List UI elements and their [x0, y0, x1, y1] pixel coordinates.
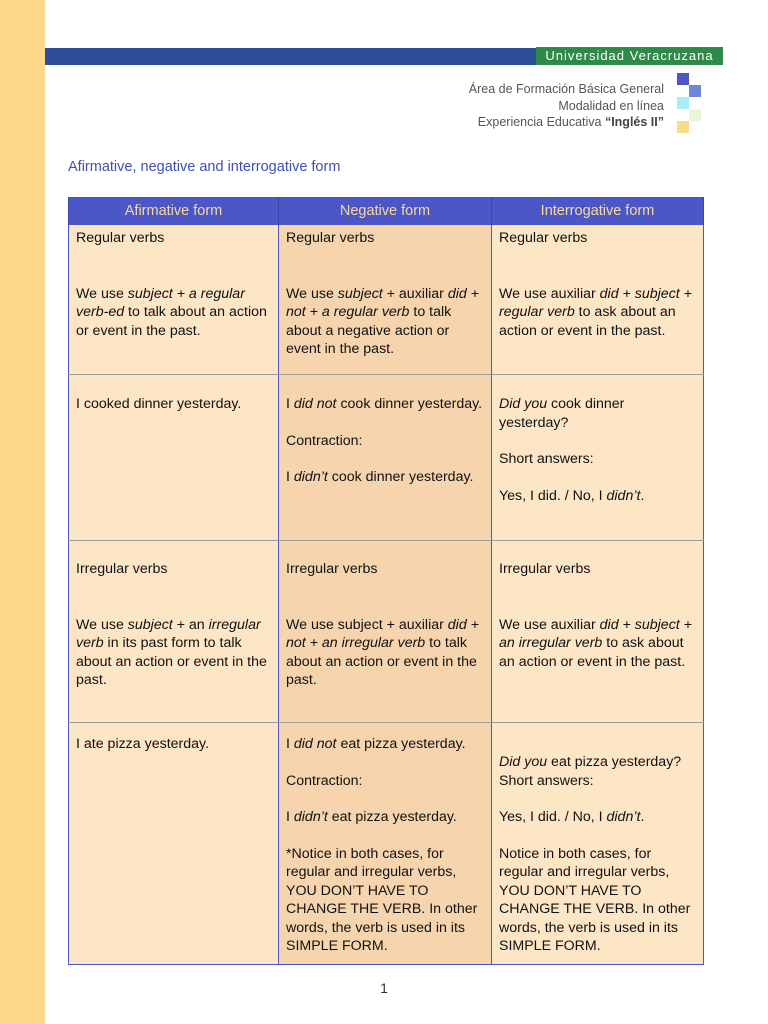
cell-text: Did you eat pizza yesterday?	[499, 754, 682, 770]
cell-heading: Regular verbs	[499, 230, 588, 246]
table-row	[69, 541, 704, 723]
experience-text	[469, 114, 664, 131]
logo-square	[677, 73, 689, 85]
column-header: Negative form	[279, 197, 492, 225]
table-cell	[69, 723, 279, 965]
table-cell	[279, 225, 492, 375]
table-cell	[69, 375, 279, 541]
table-row	[69, 375, 704, 541]
cell-text: I did not eat pizza yesterday.	[286, 736, 466, 752]
cell-text: We use subject + a regular verb-ed to talk about an action or event in the past.	[76, 285, 267, 339]
cell-text: I did not cook dinner yesterday.	[286, 396, 483, 412]
table-cell	[492, 541, 704, 723]
cell-text: We use subject + auxiliar did + not + a regular verb to talk about a negative action or event in the past.	[286, 285, 479, 357]
cell-heading: Irregular verbs	[499, 561, 591, 577]
university-label: Universidad Veracruzana	[536, 47, 723, 65]
cell-text: Short answers:	[499, 772, 594, 789]
cell-text: I ate pizza yesterday.	[76, 736, 210, 752]
cell-text: Contraction:	[286, 772, 363, 789]
header-info	[469, 81, 664, 131]
cell-heading: Regular verbs	[286, 230, 375, 246]
cell-text: Yes, I did. / No, I didn’t.	[499, 487, 645, 504]
cell-text: Contraction:	[286, 432, 363, 449]
table-header-row	[69, 197, 704, 225]
experience-prefix: Experiencia Educativa	[477, 115, 605, 129]
area-text: Área de Formación Básica General	[468, 82, 664, 96]
side-stripe	[0, 0, 45, 1024]
logo-square	[677, 121, 689, 133]
cell-text: We use subject + an irregular verb in its past form to talk about an action or event in the past.	[76, 616, 267, 688]
table-cell	[69, 225, 279, 375]
cell-text: I didn’t cook dinner yesterday.	[286, 469, 474, 485]
logo-square	[689, 109, 701, 121]
cell-heading: Regular verbs	[76, 230, 165, 246]
cell-note: *Notice in both cases, for regular and irregular verbs, YOU DON’T HAVE TO CHANGE THE VERB. In other words, the verb is used in its SIMPLE FORM.	[286, 845, 478, 954]
cell-text: Did you cook dinner yesterday?	[499, 396, 625, 431]
table-row	[69, 225, 704, 375]
cell-text: We use auxiliar did + subject + an irregular verb to ask about an action or event in the past.	[499, 616, 692, 670]
grammar-table	[68, 197, 704, 965]
cell-text: I didn’t eat pizza yesterday.	[286, 809, 457, 825]
cell-text: I cooked dinner yesterday.	[76, 396, 242, 412]
modality-text: Modalidad en línea	[558, 98, 664, 113]
cell-text: We use subject + auxiliar did + not + an irregular verb to talk about an action or event in the past.	[286, 616, 479, 688]
table-cell	[279, 723, 492, 965]
cell-text: Short answers:	[499, 451, 594, 467]
section-title: Afirmative, negative and interrogative form	[68, 159, 341, 175]
table-cell	[69, 541, 279, 723]
cell-heading: Irregular verbs	[286, 561, 378, 577]
logo-square	[677, 97, 689, 109]
table-cell	[492, 723, 704, 965]
experience-name: “Inglés II”	[604, 115, 664, 129]
table-row	[69, 723, 704, 965]
page-number: 1	[380, 980, 388, 996]
table-cell	[492, 225, 704, 375]
table-cell	[492, 375, 704, 541]
cell-text: Yes, I did. / No, I didn’t.	[499, 809, 645, 825]
cell-note: Notice in both cases, for regular and irregular verbs, YOU DON’T HAVE TO CHANGE THE VERB. In other words, the verb is used in its SIMPLE FORM.	[499, 845, 691, 954]
table-cell	[279, 541, 492, 723]
cell-text: We use auxiliar did + subject + regular verb to ask about an action or event in the past.	[499, 285, 692, 339]
column-header: Interrogative form	[492, 197, 704, 225]
table-cell	[279, 375, 492, 541]
logo-square	[689, 85, 701, 97]
column-header: Afirmative form	[69, 197, 279, 225]
cell-heading: Irregular verbs	[76, 561, 168, 577]
